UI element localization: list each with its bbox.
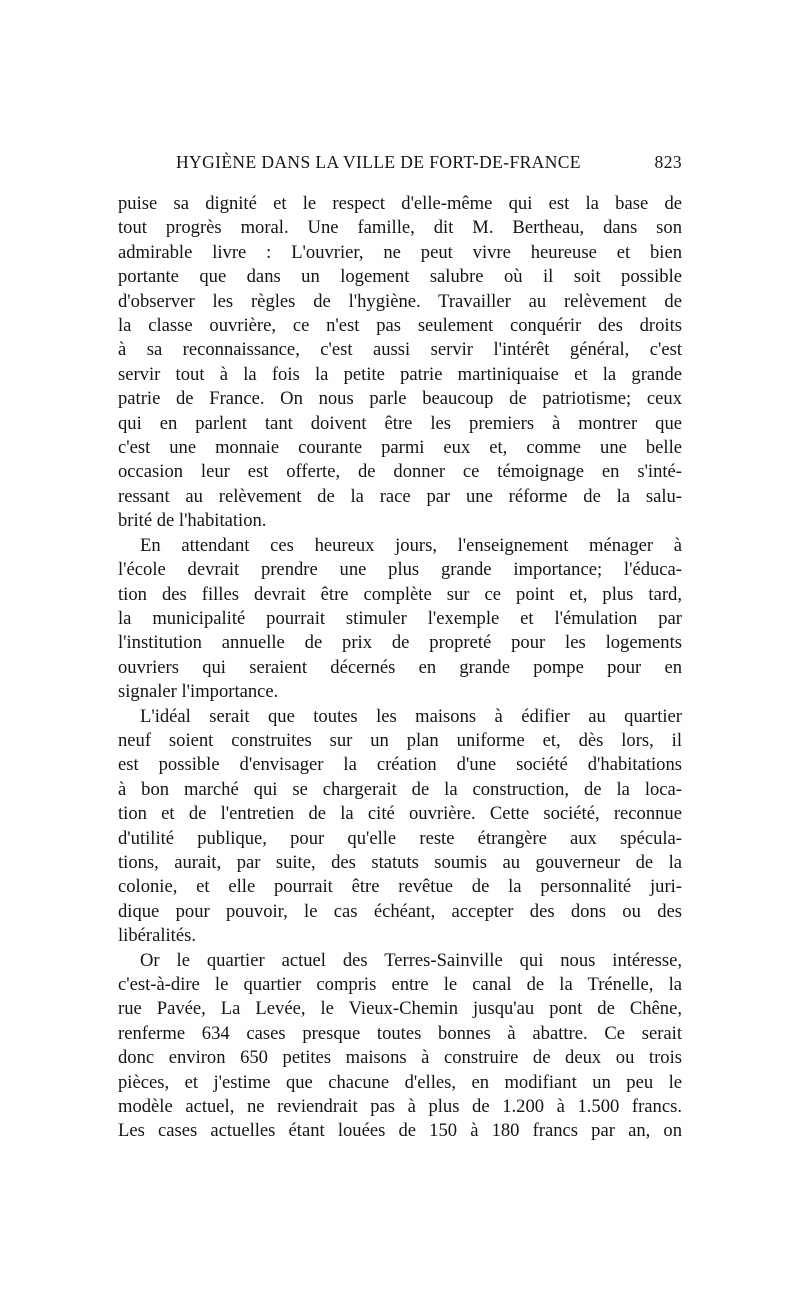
text-line: brité de l'habitation.: [118, 510, 267, 532]
text-line: à sa reconnaissance, c'est aussi servir l'intérêt général, c'est: [118, 339, 682, 361]
document-page: [118, 146, 682, 1144]
text-line: tion et de l'entretien de la cité ouvrière. Cette société, reconnue: [118, 803, 682, 825]
text-line: En attendant ces heureux jours, l'enseignement ménager à: [140, 534, 682, 556]
text-line: est possible d'envisager la création d'une société d'habitations: [118, 754, 682, 776]
page-number: 823: [654, 152, 682, 172]
text-line: dique pour pouvoir, le cas échéant, accepter des dons ou des: [118, 900, 682, 922]
paragraph-4: [118, 949, 682, 1144]
text-line: rue Pavée, La Levée, le Vieux-Chemin jusqu'au pont de Chêne,: [118, 998, 682, 1020]
text-line: occasion leur est offerte, de donner ce témoignage en s'inté-: [118, 461, 682, 483]
text-line: admirable livre : L'ouvrier, ne peut vivre heureuse et bien: [118, 241, 682, 263]
text-line: d'observer les règles de l'hygiène. Travailler au relèvement de: [118, 290, 682, 312]
text-line: l'école devrait prendre une plus grande importance; l'éduca-: [118, 559, 682, 581]
text-line: colonie, et elle pourrait être revêtue de la personnalité juri-: [118, 876, 682, 898]
text-line: tions, aurait, par suite, des statuts soumis au gouverneur de la: [118, 851, 682, 873]
text-line: tout progrès moral. Une famille, dit M. Bertheau, dans son: [118, 217, 682, 239]
text-line: pièces, et j'estime que chacune d'elles, en modifiant un peu le: [118, 1071, 682, 1093]
text-line: patrie de France. On nous parle beaucoup de patriotisme; ceux: [118, 388, 682, 410]
text-line: Les cases actuelles étant louées de 150 à 180 francs par an, on: [118, 1120, 682, 1142]
text-line: portante que dans un logement salubre où il soit possible: [118, 266, 682, 288]
paragraph-3: [118, 705, 682, 949]
text-line: l'institution annuelle de prix de propreté pour les logements: [118, 632, 682, 654]
text-line: Or le quartier actuel des Terres-Sainville qui nous intéresse,: [140, 949, 682, 971]
text-line: la municipalité pourrait stimuler l'exemple et l'émulation par: [118, 607, 682, 629]
text-line: libéralités.: [118, 925, 196, 947]
running-title: HYGIÈNE DANS LA VILLE DE FORT-DE-FRANCE: [176, 152, 581, 172]
text-line: donc environ 650 petites maisons à construire de deux ou trois: [118, 1047, 682, 1069]
text-line: qui en parlent tant doivent être les premiers à montrer que: [118, 412, 682, 434]
body-text: [118, 192, 682, 1144]
text-line: la classe ouvrière, ce n'est pas seulement conquérir des droits: [118, 315, 682, 337]
text-line: neuf soient construites sur un plan uniforme et, dès lors, il: [118, 729, 682, 751]
paragraph-2: [118, 534, 682, 705]
running-head: [118, 146, 682, 174]
text-line: à bon marché qui se chargerait de la construction, de la loca-: [118, 778, 682, 800]
text-line: L'idéal serait que toutes les maisons à édifier au quartier: [140, 705, 682, 727]
text-line: tion des filles devrait être complète sur ce point et, plus tard,: [118, 583, 682, 605]
text-line: d'utilité publique, pour qu'elle reste étrangère aux spécula-: [118, 827, 682, 849]
text-line: ouvriers qui seraient décernés en grande pompe pour en: [118, 656, 682, 678]
text-line: c'est une monnaie courante parmi eux et, comme une belle: [118, 437, 682, 459]
text-line: modèle actuel, ne reviendrait pas à plus de 1.200 à 1.500 francs.: [118, 1096, 682, 1118]
text-line: servir tout à la fois la petite patrie martiniquaise et la grande: [118, 363, 682, 385]
text-line: c'est-à-dire le quartier compris entre le canal de la Trénelle, la: [118, 974, 682, 995]
text-line: signaler l'importance.: [118, 681, 279, 703]
text-line: puise sa dignité et le respect d'elle-même qui est la base de: [118, 193, 682, 214]
paragraph-1: [118, 192, 682, 534]
text-line: ressant au relèvement de la race par une réforme de la salu-: [118, 485, 682, 507]
text-line: renferme 634 cases presque toutes bonnes à abattre. Ce serait: [118, 1022, 682, 1044]
